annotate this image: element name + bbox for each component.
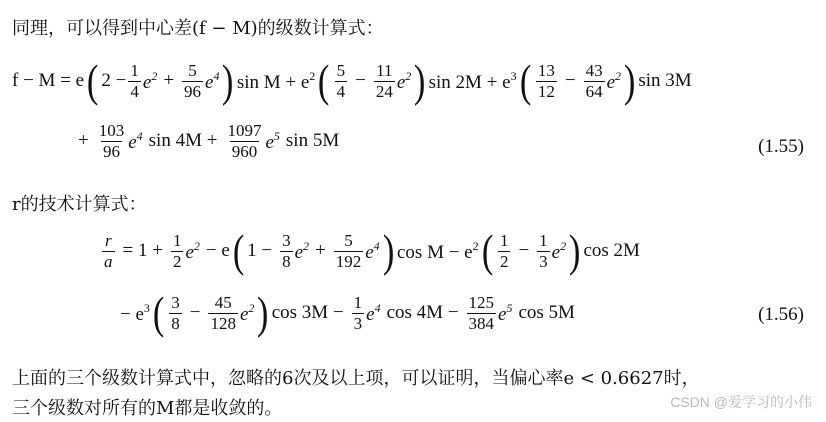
equation-1-55-line2: [78, 122, 339, 161]
fraction: $\frac{1}{2}$: [499, 230, 509, 271]
fraction: $\frac{1}{4}$: [130, 60, 139, 101]
e-term: $e^5$: [265, 128, 280, 153]
minus-e-cubed: − $e^3$: [120, 300, 150, 325]
equation-1-56-line2: − $e^3$ ( $\frac{3}{8}$ − $\frac{45}{128}$ $e^2$ ) cos 3M − $\frac{1}{3}$ $e^4$ cos 4M − $\frac{125}{384}$ $e^5$ cos 5M: [120, 287, 575, 338]
plus-sign: +: [78, 130, 89, 152]
right-paren: ): [623, 55, 636, 106]
conclusion-line-1: 上面的三个级数计算式中，忽略的6次及以上项，可以证明，当偏心率e < 0.6627时，: [12, 368, 700, 389]
cosM-term: $\cos M - e^2$: [397, 238, 479, 263]
e-term: $e^5$: [498, 300, 513, 325]
conclusion-line-2: 三个级数对所有的M都是收敛的。: [12, 398, 283, 419]
minus-sign: −: [564, 70, 576, 91]
fraction: $\frac{11}{24}$: [375, 60, 393, 101]
e-term: $e^4$: [128, 128, 143, 153]
eq155-lhs: f − M = e: [12, 70, 85, 91]
cos2M-term: cos 2M: [583, 240, 640, 261]
sinM-term: $\sin M + e^2$: [236, 68, 316, 93]
fraction: $\frac{13}{12}$: [537, 60, 555, 101]
fraction: $\frac{125}{384}$: [468, 292, 495, 333]
left-paren: (: [87, 55, 99, 106]
equals-one: = 1 +: [122, 240, 163, 261]
one-minus: 1 −: [247, 240, 273, 261]
fraction: $\frac{3}{8}$: [282, 230, 291, 271]
right-paren: ): [569, 225, 581, 276]
equation-1-55-line1: [12, 55, 692, 106]
watermark: CSDN @爱学习的小伟: [670, 394, 812, 410]
fraction: $\frac{103}{96}$: [98, 121, 125, 161]
right-paren: ): [414, 55, 426, 106]
fraction: $\frac{1}{2}$: [172, 230, 182, 271]
intro-text: 同理，可以得到中心差(f − M)的级数计算式：: [12, 18, 384, 39]
r-over-a-fraction: $\frac{r}{a}$: [104, 230, 113, 271]
left-paren: (: [152, 287, 165, 338]
equation-number-1-56: (1.56): [758, 304, 804, 325]
left-paren: (: [232, 225, 245, 276]
cos4M-term: cos 4M −: [386, 302, 459, 323]
cos5M-term: cos 5M: [518, 302, 575, 323]
e-term: $e^2$: [239, 300, 255, 325]
fraction: $\frac{5}{192}$: [335, 230, 362, 271]
fraction: $\frac{1}{3}$: [539, 230, 548, 271]
e-term: $e^2$: [142, 68, 158, 93]
plus-sign: +: [163, 70, 175, 91]
e-term: $e^4$: [366, 300, 381, 325]
sin4M-term: sin 4M +: [148, 130, 218, 152]
e-term: $e^2$: [396, 68, 412, 93]
e-term: $e^2$: [294, 238, 310, 263]
e-term: $e^2$: [551, 238, 567, 263]
right-paren: ): [382, 225, 395, 276]
right-paren: ): [222, 55, 234, 106]
minus-sign: −: [355, 70, 366, 91]
cos3M-term: cos 3M −: [271, 302, 344, 323]
right-paren: ): [257, 287, 269, 338]
fraction: $\frac{45}{128}$: [210, 292, 236, 333]
e-term: $e^2$: [185, 238, 200, 263]
e-term: $e^2$: [606, 68, 622, 93]
equation-1-56-line1: $\frac{r}{a}$ = 1 + $\frac{1}{2}$ $e^2$ − e ( 1 − $\frac{3}{8}$ $e^2$ + $\frac{5}{192}$ $e^4$ ) $\cos M - e^2$ ( $\frac{1}{2}$ − $\frac{1}{3}$ $e^2$ ) cos 2M: [104, 225, 640, 276]
r-formula-heading: r的技术计算式：: [12, 194, 147, 215]
equation-number-1-55: (1.55): [758, 136, 804, 157]
left-paren: (: [519, 55, 531, 106]
e-term: $e^4$: [365, 238, 380, 263]
minus-e: − e: [205, 240, 230, 261]
left-paren: (: [318, 55, 330, 106]
left-paren: (: [481, 225, 494, 276]
eq155-two: 2 −: [101, 70, 127, 91]
sin2M-term: $\sin 2M + e^3$: [428, 68, 517, 93]
sin3M-term: sin 3M: [638, 70, 692, 91]
fraction: $\frac{3}{8}$: [171, 292, 180, 333]
fraction: $\frac{43}{64}$: [585, 60, 603, 101]
fraction: $\frac{1097}{960}$: [227, 121, 262, 161]
sin5M-term: sin 5M: [285, 130, 340, 152]
e-term: $e^4$: [205, 68, 220, 93]
fraction: $\frac{5}{4}$: [336, 60, 346, 101]
fraction: $\frac{5}{96}$: [184, 60, 202, 101]
fraction: $\frac{1}{3}$: [353, 292, 363, 333]
